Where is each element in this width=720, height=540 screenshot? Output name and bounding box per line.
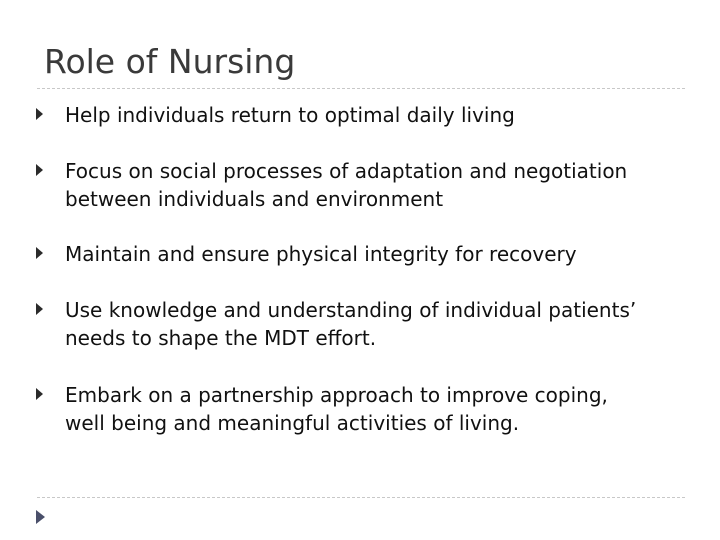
triangle-bullet-icon <box>36 303 43 315</box>
triangle-bullet-icon <box>36 164 43 176</box>
triangle-bullet-icon <box>36 247 43 259</box>
bullet-text: Embark on a partnership approach to improve coping, well being and meaningful activities of living. <box>65 383 608 435</box>
bullet-text: Use knowledge and understanding of individual patients’ needs to shape the MDT effort. <box>65 298 637 350</box>
bullet-text: Maintain and ensure physical integrity for recovery <box>65 242 577 266</box>
bullet-text: Focus on social processes of adaptation and negotiation between individuals and environment <box>65 159 628 211</box>
list-item <box>36 381 696 437</box>
play-next-icon[interactable] <box>36 510 45 524</box>
title-divider <box>37 88 685 89</box>
triangle-bullet-icon <box>36 108 43 120</box>
list-item <box>36 296 696 352</box>
footer-divider <box>37 497 685 498</box>
triangle-bullet-icon <box>36 388 43 400</box>
slide-title: Role of Nursing <box>44 42 296 81</box>
list-item <box>36 101 696 129</box>
list-item <box>36 157 696 213</box>
list-item <box>36 240 696 268</box>
bullet-text: Help individuals return to optimal daily living <box>65 103 515 127</box>
